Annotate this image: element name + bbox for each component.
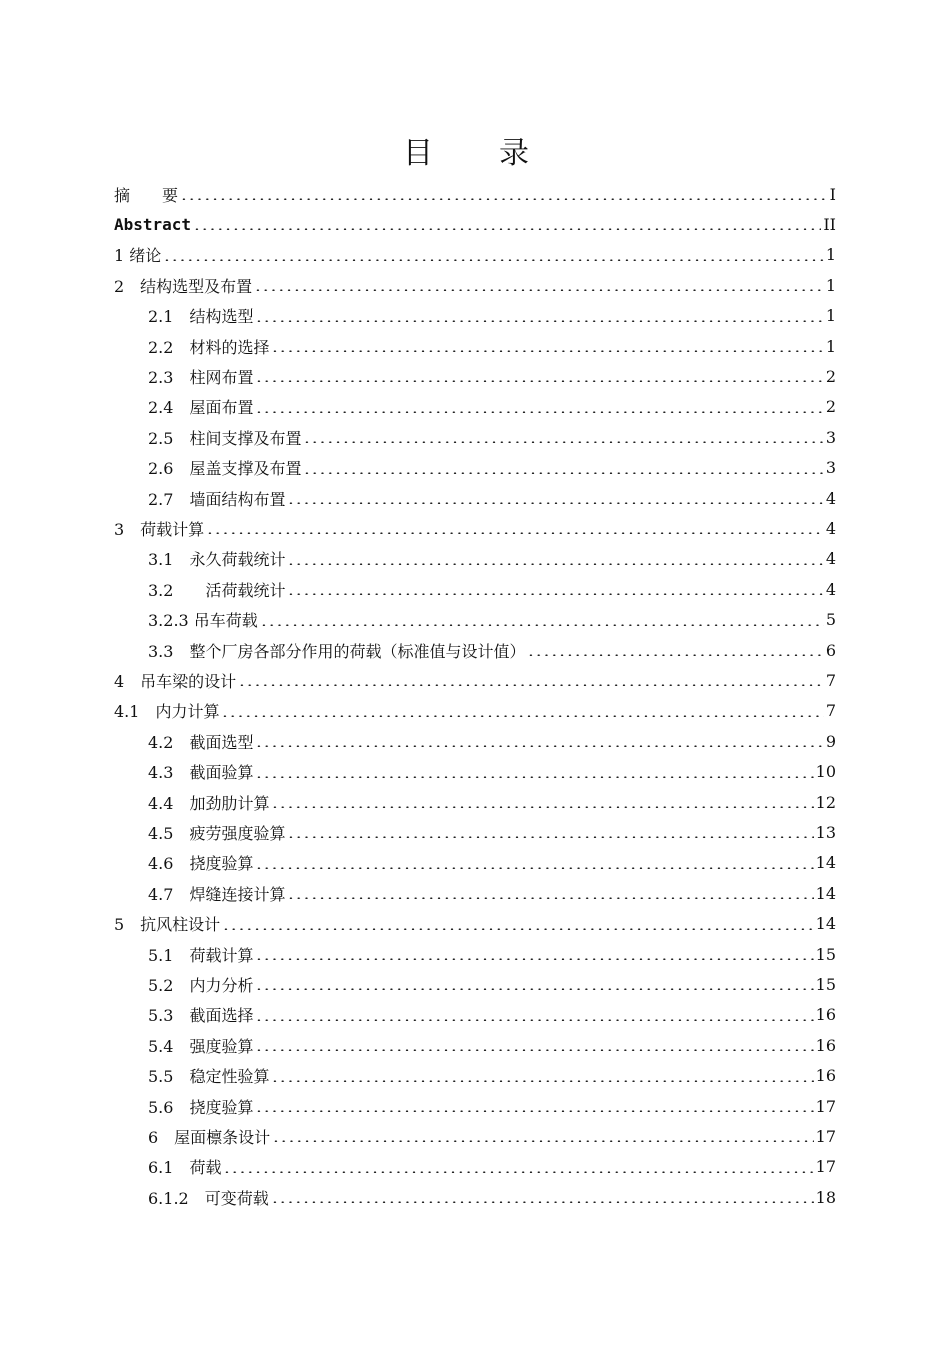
toc-page-number: 13 <box>815 822 836 842</box>
toc-entry[interactable] <box>148 483 836 513</box>
toc-dot-leader <box>271 350 823 352</box>
toc-page-number: 1 <box>825 275 836 295</box>
toc-entry[interactable] <box>148 757 836 787</box>
toc-dot-leader <box>255 1019 813 1021</box>
toc-entry-title: 4.6 挠度验算 <box>148 854 254 874</box>
toc-dot-leader <box>271 1201 814 1203</box>
toc-entry[interactable] <box>114 240 836 270</box>
toc-entry[interactable] <box>148 331 836 361</box>
toc-page-number: II <box>823 214 836 234</box>
toc-page-number: 2 <box>825 397 836 417</box>
toc-entry[interactable] <box>114 179 836 209</box>
toc-entry[interactable] <box>114 513 836 543</box>
toc-page-number: 3 <box>825 427 836 447</box>
toc-entry[interactable] <box>148 1061 836 1091</box>
toc-entry-title: 5.1 荷载计算 <box>148 945 254 965</box>
toc-entry[interactable] <box>148 939 836 969</box>
toc-entry[interactable] <box>114 270 836 300</box>
toc-entry-title: 4.1 内力计算 <box>114 702 220 722</box>
toc-page-number: 17 <box>815 1096 836 1116</box>
toc-entry[interactable] <box>148 817 836 847</box>
toc-entry-title: 4.4 加劲肋计算 <box>148 793 270 813</box>
toc-page-number: 15 <box>815 944 836 964</box>
toc-dot-leader <box>255 411 823 413</box>
toc-dot-leader <box>180 198 826 200</box>
toc-entry[interactable] <box>148 787 836 817</box>
toc-dot-leader <box>255 1110 813 1112</box>
toc-page-number: 6 <box>825 640 836 660</box>
toc-entry-title: Abstract <box>114 214 192 234</box>
toc-entry-title: 5 抗风柱设计 <box>114 915 221 935</box>
page-title: 目 录 <box>403 136 547 171</box>
toc-entry[interactable] <box>114 209 836 239</box>
toc-dot-leader <box>206 532 824 534</box>
toc-entry-title: 2.3 柱网布置 <box>148 367 254 387</box>
toc-entry[interactable] <box>148 392 836 422</box>
toc-entry-title: 2.1 结构选型 <box>148 307 254 327</box>
toc-page-number: 14 <box>815 914 836 934</box>
toc-page-number: 16 <box>815 1035 836 1055</box>
toc-dot-leader <box>287 836 813 838</box>
toc-entry-title: 2.6 屋盖支撑及布置 <box>148 459 302 479</box>
toc-entry[interactable] <box>148 301 836 331</box>
toc-page-number: 16 <box>815 1005 836 1025</box>
toc-page-number: 3 <box>825 458 836 478</box>
toc-entry[interactable] <box>148 1000 836 1030</box>
toc-entry-title: 3.2.3 吊车荷载 <box>148 611 258 631</box>
toc-entry-title: 5.4 强度验算 <box>148 1036 254 1056</box>
toc-dot-leader <box>221 715 823 717</box>
toc-dot-leader <box>303 441 823 443</box>
toc-dot-leader <box>255 988 813 990</box>
toc-entry[interactable] <box>148 453 836 483</box>
toc-entry-title: 2.4 屋面布置 <box>148 398 254 418</box>
toc-entry-title: 4.7 焊缝连接计算 <box>148 884 286 904</box>
toc-dot-leader <box>163 259 824 261</box>
toc-entry[interactable] <box>148 848 836 878</box>
toc-dot-leader <box>287 897 813 899</box>
toc-entry[interactable] <box>148 1121 836 1151</box>
toc-dot-leader <box>287 502 823 504</box>
toc-entry[interactable] <box>148 878 836 908</box>
toc-entry-title: 4.5 疲劳强度验算 <box>148 823 286 843</box>
toc-page-number: 7 <box>825 670 836 690</box>
toc-dot-leader <box>254 289 824 291</box>
toc-dot-leader <box>255 1049 813 1051</box>
toc-dot-leader <box>222 928 813 930</box>
toc-entry-title: 3.1 永久荷载统计 <box>148 550 286 570</box>
toc-entry-title: 5.5 稳定性验算 <box>148 1067 270 1087</box>
toc-entry-title: 4 吊车梁的设计 <box>114 671 237 691</box>
toc-entry-title: 2 结构选型及布置 <box>114 276 253 296</box>
toc-dot-leader <box>255 380 823 382</box>
toc-entry[interactable] <box>114 696 836 726</box>
toc-entry[interactable] <box>148 422 836 452</box>
toc-entry[interactable] <box>148 1152 836 1182</box>
toc-page-number: 12 <box>815 792 836 812</box>
toc-dot-leader <box>260 624 824 626</box>
toc-page-number: 14 <box>815 883 836 903</box>
toc-entry-title: 2.2 材料的选择 <box>148 337 270 357</box>
toc-page-number: 5 <box>825 610 836 630</box>
toc-entry[interactable] <box>148 1091 836 1121</box>
toc-entry-title: 6.1 荷载 <box>148 1158 222 1178</box>
toc-page-number: I <box>829 184 836 204</box>
toc-page-number: 1 <box>825 245 836 265</box>
toc-entry[interactable] <box>148 605 836 635</box>
toc-page-number: 1 <box>825 306 836 326</box>
toc-entry-title: 3.2 活荷载统计 <box>148 580 286 600</box>
toc-page-number: 7 <box>825 701 836 721</box>
toc-entry[interactable] <box>148 361 836 391</box>
toc-entry-title: 6 屋面檩条设计 <box>148 1127 271 1147</box>
toc-entry-title: 2.5 柱间支撑及布置 <box>148 428 302 448</box>
toc-dot-leader <box>255 776 813 778</box>
toc-page-number: 16 <box>815 1066 836 1086</box>
toc-entry-title: 3 荷载计算 <box>114 519 205 539</box>
toc-entry-title: 6.1.2 可变荷载 <box>148 1188 269 1208</box>
toc-entry[interactable] <box>114 909 836 939</box>
toc-entry-title: 4.2 截面选型 <box>148 732 254 752</box>
toc-dot-leader <box>238 684 824 686</box>
toc-dot-leader <box>527 654 823 656</box>
toc-page-number: 14 <box>815 853 836 873</box>
toc-entry[interactable] <box>148 544 836 574</box>
toc-page-number: 4 <box>825 579 836 599</box>
toc-dot-leader <box>255 745 823 747</box>
toc-entry-title: 5.6 挠度验算 <box>148 1097 254 1117</box>
toc-page-number: 10 <box>815 762 836 782</box>
toc-dot-leader <box>271 1080 813 1082</box>
toc-dot-leader <box>255 958 813 960</box>
toc-page-number: 17 <box>815 1157 836 1177</box>
toc-entry-title: 5.3 截面选择 <box>148 1006 254 1026</box>
toc-entry-title: 摘 要 <box>114 185 179 205</box>
toc-entry[interactable] <box>114 665 836 695</box>
toc-entry[interactable] <box>148 1030 836 1060</box>
toc-entry[interactable] <box>148 1182 836 1212</box>
toc-page-number: 1 <box>825 336 836 356</box>
toc-dot-leader <box>271 806 813 808</box>
toc-page-number: 18 <box>815 1187 836 1207</box>
toc-page-number: 4 <box>825 549 836 569</box>
toc-dot-leader <box>272 1140 813 1142</box>
toc-page-number: 4 <box>825 518 836 538</box>
toc-entry-title: 4.3 截面验算 <box>148 763 254 783</box>
toc-dot-leader <box>223 1171 813 1173</box>
toc-dot-leader <box>287 593 823 595</box>
toc-entry-title: 1 绪论 <box>114 246 162 266</box>
toc-page-number: 15 <box>815 974 836 994</box>
toc-page-number: 9 <box>825 731 836 751</box>
toc-entry-title: 2.7 墙面结构布置 <box>148 489 286 509</box>
toc-entry[interactable] <box>148 969 836 999</box>
toc-page-number: 17 <box>815 1126 836 1146</box>
toc-entry[interactable] <box>148 726 836 756</box>
toc-entry[interactable] <box>148 574 836 604</box>
toc-dot-leader <box>287 563 823 565</box>
toc-page-number: 4 <box>825 488 836 508</box>
toc-entry[interactable] <box>148 635 836 665</box>
toc-dot-leader <box>255 320 823 322</box>
toc-entry-title: 5.2 内力分析 <box>148 975 254 995</box>
toc-entry-title: 3.3 整个厂房各部分作用的荷载（标准值与设计值） <box>148 641 526 661</box>
toc-dot-leader <box>303 472 823 474</box>
toc-dot-leader <box>255 867 813 869</box>
toc-page-number: 2 <box>825 366 836 386</box>
toc-dot-leader <box>193 228 821 230</box>
